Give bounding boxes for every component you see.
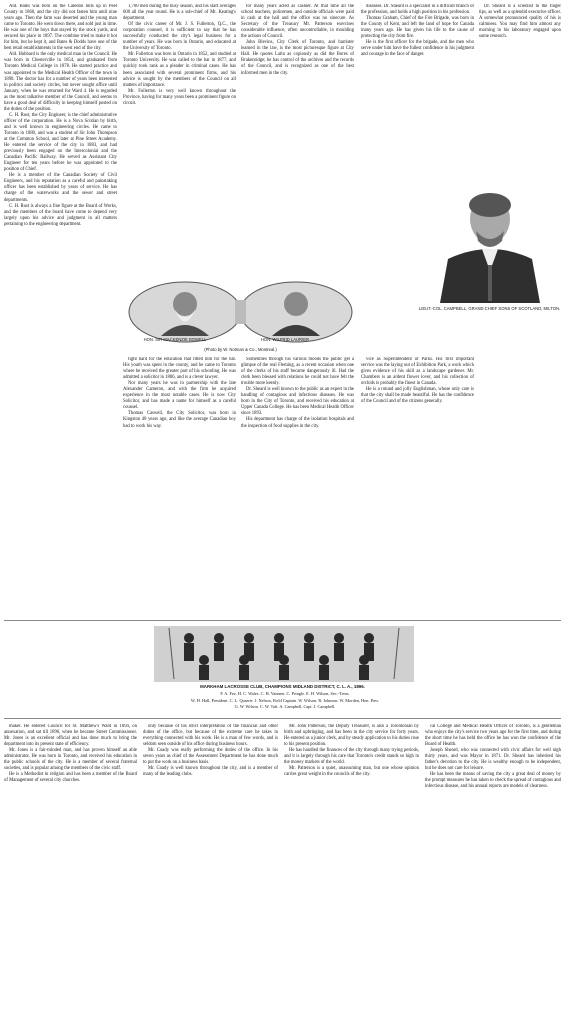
article-column-3 bbox=[241, 4, 354, 280]
paragraph: only because of his strict interpretation of the financial and other duties of the office, but because of the extreme care he takes in everything connected with his work. He is a man of few words, and is seldom seen outside of his office during business hours. bbox=[143, 724, 278, 748]
bottom-column-2 bbox=[143, 724, 278, 1020]
mayor-caption: LIEUT.-COL. CAMPBELL, GRAND CHIEF SONS OF SCOTLAND, MILTON. bbox=[418, 306, 561, 311]
paragraph: He is the first officer for the brigade, and the men who serve under him have the fullest confidence in his judgment and courage in the face of danger. bbox=[361, 40, 474, 58]
paragraph: Mr. John Patterson, the Deputy Treasurer, is also a Torontonian by birth and upbringing, and has been in the city service for forty years. He entered as a junior clerk, and by steady application to his duties rose to his present position. bbox=[284, 724, 419, 748]
article-column-5 bbox=[479, 4, 561, 174]
paragraph: maker. He entered Council for St. Matthew's Ward in 1894, on annexation, and sat till 1896, when he became Street Commissioner. Mr. Jones is an excellent official and has done much to bring the department into its present state of efficiency. bbox=[4, 724, 137, 748]
paragraph: His department has charge of the isolation hospitals and the inspection of food supplies in the city. bbox=[241, 417, 354, 429]
paragraph: Dr. Sheard is a scientist to the finger tips, as well as a splendid executive officer. A somewhat pronounced quality of his is calmness. You may find him almost any morning in his laboratory engaged upon some research. bbox=[479, 4, 561, 40]
paragraph: Thomas Caswell, the City Solicitor, was born in Kingston 48 years ago, and like the average Canadian boy had to work his way. bbox=[123, 411, 236, 429]
team-photo-names bbox=[50, 691, 520, 711]
paragraph: He is a member of the Canadian Society of Civil Engineers, and his reputation as a careful and painstaking officer has been established by years of service. He has charge of the waterworks and the sewer and street departments. bbox=[4, 173, 117, 203]
team-photo-title: MARKHAM LACROSSE CLUB, CHAMPIONS MIDLAND DISTRICT, C. L. A., 1896. bbox=[200, 684, 365, 689]
paragraph: Mr. Patterson is a quiet, unassuming man, but one whose opinion carries great weight in the councils of the city. bbox=[284, 766, 419, 778]
bottom-column-4 bbox=[425, 724, 561, 1020]
bottom-column-1 bbox=[4, 724, 137, 1020]
paragraph: He is a rotund and jolly Englishman, whose only care is that the city shall be made beautiful. He has the confidence of the Council and of the citizens generally. bbox=[361, 387, 474, 405]
paragraph: Dr. Sheard is well known to the public as an expert in the handling of contagious and infectious diseases. He was born in the City of Toronto, and received his education at Upper Canada College. He has been Medical Health Officer since 1893. bbox=[241, 387, 354, 417]
paragraph: Ald. Bates was born on the Caledon hills up in Peel County in 1860, and the city did not fasten him until nine years ago. Then the farm was deserted and the young man came to Toronto. He went down there, and sold just in time. He was one of the boys that stayed by the stock yards, and secured his place in 1897. The combine tried to make it hot for him, but he kept it, and Bates & Dodds have one of the best retail establishments in the west end of the city. bbox=[4, 4, 117, 52]
paragraph: vice as Superintendent of Parks. His first important service was the laying out of Exhibition Park, a work which gives evidence of his skill as a landscape gardener. Mr. Chambers is an ardent flower lover, and his collection of orchids is probably the finest in Canada. bbox=[361, 357, 474, 387]
paragraph: C. H. Rust, the City Engineer, is the chief administrative officer of the corporation. He is a Nova Scotian by birth, and is well known in engineering circles. He came to Toronto in 1880, and was a student of Sir John Thompson at the Common School, and later at Pine Street Academy. He entered the service of the city in 1883, and had previously been engaged on the Intercolonial and the Canadian Pacific Railway. He served as Assistant City Engineer for ten years before he was appointed to the position of Chief. bbox=[4, 112, 117, 173]
paragraph: for many years acted as cashier. At that time all the school teachers, policemen, and outside officials were paid in cash at the hall and the office was no sinecure. As Secretary of the Treasury Mr. Patterson exercises considerable influence, often uncontrollable, in moulding the actions of Council. bbox=[241, 4, 354, 40]
team-names-row-3: G. W. Wilson. C. W. Taft. A. Campbell, Capt. J. Campbell. bbox=[234, 704, 336, 709]
paragraph: Ald. Hubbard is the only medical man in the Council. He was born in Chesterville in 1854, and graduated from Toronto Medical College in 1878. He started practice and was appointed to the Medical Health Officer of the town in 1890. The doctor has for a number of years been interested in politics and society circles, but never sought office until January, when he was returned for Ward 4. He is regarded as the most talkative member of the Council, and seems to have a good deal of difficulty in keeping himself posted on the duties of the position. bbox=[4, 52, 117, 112]
paragraph: Mr. Coady was really performing the duties of the office. In his seven years as chief of the Assessment Department he has done much to put the work on a business basis. bbox=[143, 748, 278, 766]
article-column-4-continued bbox=[361, 357, 474, 619]
mayor-portrait bbox=[418, 175, 561, 303]
team-names-row-2: W. H. Hall, President. C. L. Quarrie. J. Nelson, Field Captain. W. Wilson. R. Johnson. W. Morden, Hon. Pres. bbox=[190, 697, 380, 703]
article-column-1 bbox=[4, 4, 117, 620]
paragraph: Thomas Graham, Chief of the Fire Brigade, was born in the County of Kent, and left the land of hope for Canada many years ago. He has given his life to the cause of protecting the city from fire. bbox=[361, 16, 474, 40]
section-divider bbox=[4, 718, 561, 719]
paragraph: Joseph Sheard, who was connected with civic affairs for well nigh thirty years, and was Mayor in 1871. Dr. Sheard has inherited his father's devotion to the city. He is wealthy enough to be independent, but he does not care for leisure. bbox=[425, 748, 561, 772]
paragraph: He has handled the finances of the city through many trying periods, and it is largely through his care that Toronto's credit stands so high in the money markets of the world. bbox=[284, 748, 419, 766]
paragraph: C. H. Rust is always a fine figure at the Board of Works, and the members of the board have come to depend very largely upon his advice and judgment in all matters pertaining to the engineering department. bbox=[4, 203, 117, 227]
portraits-illustration bbox=[123, 280, 358, 344]
paragraph: fight hard for the education that fitted him for the bar. His youth was spent in the county, and he came to Toronto where he received the greater part of his schooling. He was admitted a solicitor in 1886, and is a clever lawyer. bbox=[123, 357, 236, 381]
paragraph: cal College and Medical Health Officer of Toronto, is a gentleman who enjoys the city's service two years ago for the first time, and during the short time he has held the office he has won the confidence of the Board of Health. bbox=[425, 724, 561, 748]
paragraph: John Blevins, City Clerk of Toronto, and barrister learned in the law, is the most picturesque figure at City Hall. He quotes Latin as copiously as did the Bores of Brakenridge; he has control of the archives and the records of the Council, and is recognized as one of the best informed men in the city. bbox=[241, 40, 354, 76]
paragraph: He is a Methodist in religion and has been a member of the Board of Management of several city churches. bbox=[4, 772, 137, 784]
paragraph: Mr. Fullerton was born in Ontario in 1852, and studied at Toronto University. He was called to the bar in 1877, and quickly took rank as a pleader in criminal cases. He has been associated with several prominent firms, and his advice is sought by the members of the Council on all matters of importance. bbox=[123, 52, 236, 88]
paragraph: Mr. Jones is a fair-minded man, and has proven himself an able administrator. He was born in Toronto, and received his education in the public schools of the city. He is a member of several fraternal societies, and is popular among the members of the civic staff. bbox=[4, 748, 137, 772]
article-column-3-continued bbox=[241, 357, 354, 619]
paragraph: He has been the means of saving the city a great deal of money by the prompt measures he has taken to check the spread of contagious and infectious disease, and his annual reports are models of clearness. bbox=[425, 772, 561, 790]
article-column-2 bbox=[123, 4, 236, 280]
team-names-row-1: F. A. Fez. H. C. Wales. C. H. Vannest. C. Pringle. E. H. Wilson, Sec.-Treas. bbox=[220, 691, 350, 696]
paragraph: Sometimes through his various moods the public get a glimpse of the real Fleming, as a recent occasion when one of the clerks of his staff became dangerously ill. Had the clerk been blessed with relations he could not have felt the trouble more keenly. bbox=[241, 357, 354, 387]
paragraph: 1,700 men during the busy season, and his staff averages 600 all the year round. He is a sub-chief of Mr. Keating's department. bbox=[123, 4, 236, 22]
paragraph: diseases. Dr. Sheard is a specialist in a difficult branch of the profession, and holds a high position in his profession. bbox=[361, 4, 474, 16]
lacrosse-team-photo bbox=[4, 624, 561, 682]
article-column-2-continued bbox=[123, 357, 236, 619]
paragraph: Nor many years he was in partnership with the late Alexander Cameron, and with the firm he acquired experience in the most notable cases. He is now City Solicitor, and has made a name for himself as a careful counsel. bbox=[123, 381, 236, 411]
portraits-credit: (Photo by W. Notman & Co., Montreal.) bbox=[204, 347, 277, 352]
paragraph: Mr. Fullerton is very well known throughout the Province, having for many years been a prominent figure on circuit. bbox=[123, 88, 236, 106]
portrait-right-caption: HON. WILFRID LAURIER bbox=[260, 337, 310, 342]
section-divider bbox=[4, 620, 561, 621]
paragraph: Mr. Coady is well known throughout the city, and is a member of many of the leading clubs. bbox=[143, 766, 278, 778]
portrait-left-caption: HON. SIR MACKENZIE BOWELL bbox=[143, 337, 207, 342]
bottom-column-3 bbox=[284, 724, 419, 1020]
paragraph: Of the civic career of Mr. J. S. Fullerton, Q.C., the corporation counsel, it is sufficient to say that he has successfully conducted the city's legal business for a number of years. He was born in Ontario, and educated at the University of Toronto. bbox=[123, 22, 236, 52]
